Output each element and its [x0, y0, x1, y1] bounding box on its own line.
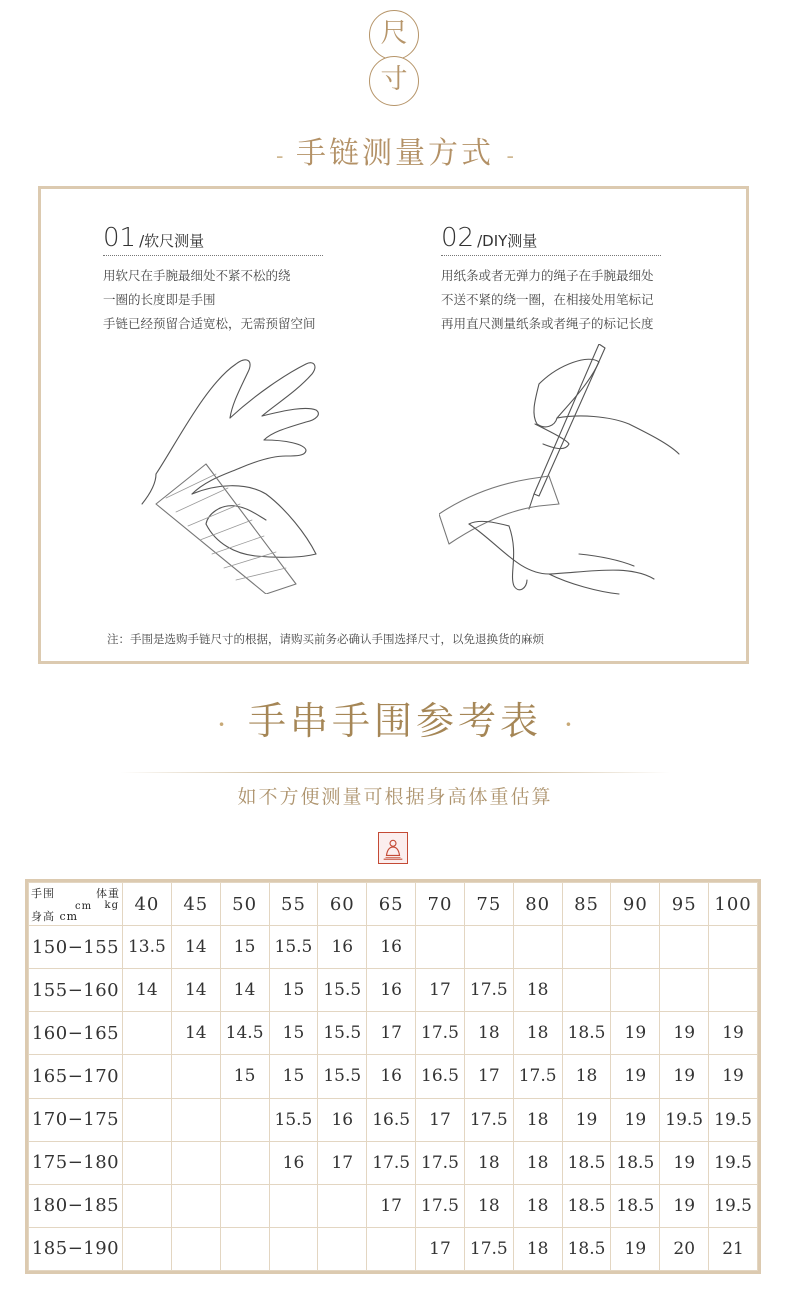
wrist-size-cell: 17.5	[367, 1141, 416, 1184]
height-range-cell: 185−190	[29, 1227, 123, 1270]
wrist-size-cell: 17	[367, 1184, 416, 1227]
wrist-size-cell: 16	[367, 1055, 416, 1098]
size-table	[28, 882, 758, 1271]
wrist-size-cell: 19	[660, 1012, 709, 1055]
wrist-size-cell	[171, 1227, 220, 1270]
wrist-size-cell: 17.5	[416, 1184, 465, 1227]
wrist-size-cell	[562, 969, 611, 1012]
wrist-size-cell: 15	[220, 1055, 269, 1098]
wrist-size-cell: 18	[562, 1055, 611, 1098]
wrist-size-cell	[123, 1055, 172, 1098]
wrist-size-cell: 18.5	[562, 1227, 611, 1270]
wrist-size-cell	[416, 926, 465, 969]
wrist-size-cell: 19.5	[709, 1098, 758, 1141]
wrist-size-cell: 19	[709, 1055, 758, 1098]
wrist-size-cell: 15	[269, 969, 318, 1012]
wrist-size-cell	[709, 926, 758, 969]
weight-header-cell: 60	[318, 883, 367, 926]
wrist-size-cell: 15.5	[318, 969, 367, 1012]
wrist-size-cell: 18.5	[562, 1012, 611, 1055]
wrist-size-cell: 14	[123, 969, 172, 1012]
table-corner-cell	[29, 883, 123, 926]
wrist-size-cell	[269, 1227, 318, 1270]
wrist-size-cell	[562, 926, 611, 969]
wrist-size-cell: 19.5	[709, 1141, 758, 1184]
weight-header-cell: 95	[660, 883, 709, 926]
weight-header-cell: 55	[269, 883, 318, 926]
wrist-size-cell: 19	[611, 1055, 660, 1098]
wrist-size-cell	[220, 1184, 269, 1227]
wrist-size-cell	[660, 926, 709, 969]
wrist-size-cell: 15.5	[318, 1012, 367, 1055]
step-desc-line: 一圈的长度即是手围	[103, 292, 216, 307]
wrist-size-cell: 15.5	[269, 1098, 318, 1141]
wrist-size-cell	[220, 1227, 269, 1270]
weight-header-cell: 45	[171, 883, 220, 926]
wrist-size-cell: 14.5	[220, 1012, 269, 1055]
wrist-size-cell: 18.5	[562, 1184, 611, 1227]
wrist-size-cell: 19.5	[660, 1098, 709, 1141]
wrist-size-cell: 18	[513, 1184, 562, 1227]
wrist-size-cell: 14	[171, 1012, 220, 1055]
reference-table-title	[0, 690, 790, 745]
wrist-size-cell: 19	[709, 1012, 758, 1055]
step-number: 02	[441, 223, 475, 253]
height-range-cell: 170−175	[29, 1098, 123, 1141]
wrist-size-cell: 19	[562, 1098, 611, 1141]
table-row	[29, 926, 758, 969]
wrist-size-cell: 21	[709, 1227, 758, 1270]
wrist-size-cell	[513, 926, 562, 969]
step-underline	[103, 255, 323, 256]
wrist-size-cell: 15	[269, 1012, 318, 1055]
wrist-size-cell: 18	[513, 1141, 562, 1184]
wrist-size-cell: 16	[367, 969, 416, 1012]
weight-header-cell: 70	[416, 883, 465, 926]
height-range-cell: 175−180	[29, 1141, 123, 1184]
step-description	[103, 264, 363, 336]
wrist-size-cell: 19.5	[709, 1184, 758, 1227]
wrist-size-cell	[220, 1141, 269, 1184]
table-row	[29, 969, 758, 1012]
wrist-size-cell: 19	[611, 1098, 660, 1141]
wrist-size-cell: 17.5	[464, 1227, 513, 1270]
wrist-size-cell: 19	[611, 1012, 660, 1055]
weight-header-cell: 100	[709, 883, 758, 926]
wrist-size-cell: 17	[416, 1227, 465, 1270]
height-range-cell: 155−160	[29, 969, 123, 1012]
wrist-size-cell	[611, 926, 660, 969]
wrist-size-cell: 17	[416, 969, 465, 1012]
wrist-size-cell	[318, 1227, 367, 1270]
wrist-size-cell	[171, 1141, 220, 1184]
wrist-size-table	[25, 879, 761, 1274]
wrist-size-cell	[318, 1184, 367, 1227]
wrist-size-cell: 18	[513, 969, 562, 1012]
wrist-size-cell: 17.5	[464, 1098, 513, 1141]
wrist-size-cell: 18	[513, 1012, 562, 1055]
wrist-size-cell	[123, 1098, 172, 1141]
wrist-size-cell: 17.5	[513, 1055, 562, 1098]
wrist-size-cell	[123, 1141, 172, 1184]
wrist-size-cell: 14	[171, 969, 220, 1012]
wrist-size-cell	[611, 969, 660, 1012]
weight-header-cell: 40	[123, 883, 172, 926]
measure-title-text: 手链测量方式	[296, 136, 494, 171]
step-desc-line: 手链已经预留合适宽松，无需预留空间	[103, 316, 316, 331]
wrist-size-cell: 16	[318, 1098, 367, 1141]
wrist-size-cell	[660, 969, 709, 1012]
wrist-size-cell: 18.5	[611, 1184, 660, 1227]
wrist-size-cell: 14	[220, 969, 269, 1012]
measurement-panel	[38, 186, 749, 664]
wrist-size-cell	[123, 1227, 172, 1270]
wrist-size-cell: 19	[660, 1141, 709, 1184]
wrist-size-cell: 18	[464, 1012, 513, 1055]
wrist-size-cell: 15	[269, 1055, 318, 1098]
table-row	[29, 1141, 758, 1184]
reference-title-text: 手串手围参考表	[247, 699, 542, 743]
tape-measure-hand-illustration	[136, 344, 376, 594]
step-diy	[441, 223, 713, 336]
table-row	[29, 1012, 758, 1055]
measurement-note: 注：手围是选购手链尺寸的根据，请购买前务必确认手围选择尺寸，以免退换货的麻烦	[107, 632, 544, 646]
wrist-size-cell: 17	[318, 1141, 367, 1184]
wrist-size-cell: 17	[464, 1055, 513, 1098]
step-soft-ruler	[103, 223, 363, 336]
height-range-cell: 160−165	[29, 1012, 123, 1055]
step-title: /软尺测量	[139, 232, 205, 250]
weight-header-cell: 85	[562, 883, 611, 926]
wrist-size-cell: 17.5	[416, 1141, 465, 1184]
height-range-cell: 150−155	[29, 926, 123, 969]
seal-icon	[378, 832, 408, 864]
wrist-size-cell: 15.5	[318, 1055, 367, 1098]
wrist-size-cell	[171, 1098, 220, 1141]
step-desc-line: 再用直尺测量纸条或者绳子的标记长度	[441, 316, 654, 331]
height-range-cell: 180−185	[29, 1184, 123, 1227]
wrist-size-cell	[709, 969, 758, 1012]
step-underline	[441, 255, 661, 256]
table-header-row	[29, 883, 758, 926]
weight-header-cell: 90	[611, 883, 660, 926]
wrist-size-cell: 16	[269, 1141, 318, 1184]
wrist-size-cell: 18.5	[611, 1141, 660, 1184]
paper-strip-marking-illustration	[439, 344, 684, 604]
weight-header-cell: 50	[220, 883, 269, 926]
wrist-size-cell: 18	[464, 1184, 513, 1227]
corner-wrist-label: 手围	[31, 887, 55, 900]
wrist-size-cell: 17	[416, 1098, 465, 1141]
step-description	[441, 264, 713, 336]
wrist-size-cell: 20	[660, 1227, 709, 1270]
wrist-size-cell	[464, 926, 513, 969]
table-row	[29, 1184, 758, 1227]
title-dot-left: ·	[217, 708, 226, 741]
corner-height-label	[31, 908, 78, 924]
reference-subtitle: 如不方便测量可根据身高体重估算	[237, 786, 553, 808]
corner-kg-label: kg	[104, 900, 119, 911]
wrist-size-cell: 18	[513, 1098, 562, 1141]
step-desc-line: 用纸条或者无弹力的绳子在手腕最细处	[441, 268, 654, 283]
wrist-size-cell: 18.5	[562, 1141, 611, 1184]
weight-header-cell: 65	[367, 883, 416, 926]
step-number: 01	[103, 223, 137, 253]
title-dash-right: -	[506, 144, 514, 169]
weight-header-cell: 80	[513, 883, 562, 926]
corner-height-text: 身高	[31, 910, 55, 924]
wrist-size-cell: 19	[660, 1184, 709, 1227]
wrist-size-cell: 15.5	[269, 926, 318, 969]
wrist-size-cell	[171, 1184, 220, 1227]
title-dash-left: -	[276, 144, 284, 169]
wrist-size-cell: 19	[660, 1055, 709, 1098]
wrist-size-cell	[367, 1227, 416, 1270]
wrist-size-cell: 17.5	[416, 1012, 465, 1055]
table-row	[29, 1227, 758, 1270]
corner-weight-label: 体重	[96, 887, 120, 900]
wrist-size-cell: 16	[367, 926, 416, 969]
measure-section-title	[0, 128, 790, 172]
title-divider	[120, 772, 670, 773]
size-badge	[369, 10, 421, 106]
wrist-size-cell	[123, 1184, 172, 1227]
step-title: /DIY测量	[477, 232, 538, 250]
wrist-size-cell: 15	[220, 926, 269, 969]
weight-header-cell: 75	[464, 883, 513, 926]
wrist-size-cell	[123, 1012, 172, 1055]
badge-char-bottom: 寸	[369, 56, 419, 106]
badge-char-top: 尺	[369, 10, 419, 60]
wrist-size-cell: 17	[367, 1012, 416, 1055]
wrist-size-cell: 18	[464, 1141, 513, 1184]
wrist-size-cell	[220, 1098, 269, 1141]
wrist-size-cell: 18	[513, 1227, 562, 1270]
wrist-size-cell: 19	[611, 1227, 660, 1270]
wrist-size-cell: 16	[318, 926, 367, 969]
wrist-size-cell	[269, 1184, 318, 1227]
corner-height-unit: cm	[59, 910, 79, 924]
wrist-size-cell	[171, 1055, 220, 1098]
wrist-size-cell: 13.5	[123, 926, 172, 969]
title-dot-right: ·	[564, 708, 573, 741]
table-row	[29, 1055, 758, 1098]
wrist-size-cell: 17.5	[464, 969, 513, 1012]
step-desc-line: 用软尺在手腕最细处不紧不松的绕	[103, 268, 291, 283]
wrist-size-cell: 14	[171, 926, 220, 969]
corner-cm-label: cm	[75, 901, 93, 912]
height-range-cell: 165−170	[29, 1055, 123, 1098]
step-desc-line: 不送不紧的绕一圈，在相接处用笔标记	[441, 292, 654, 307]
wrist-size-cell: 16.5	[416, 1055, 465, 1098]
wrist-size-cell: 16.5	[367, 1098, 416, 1141]
table-row	[29, 1098, 758, 1141]
